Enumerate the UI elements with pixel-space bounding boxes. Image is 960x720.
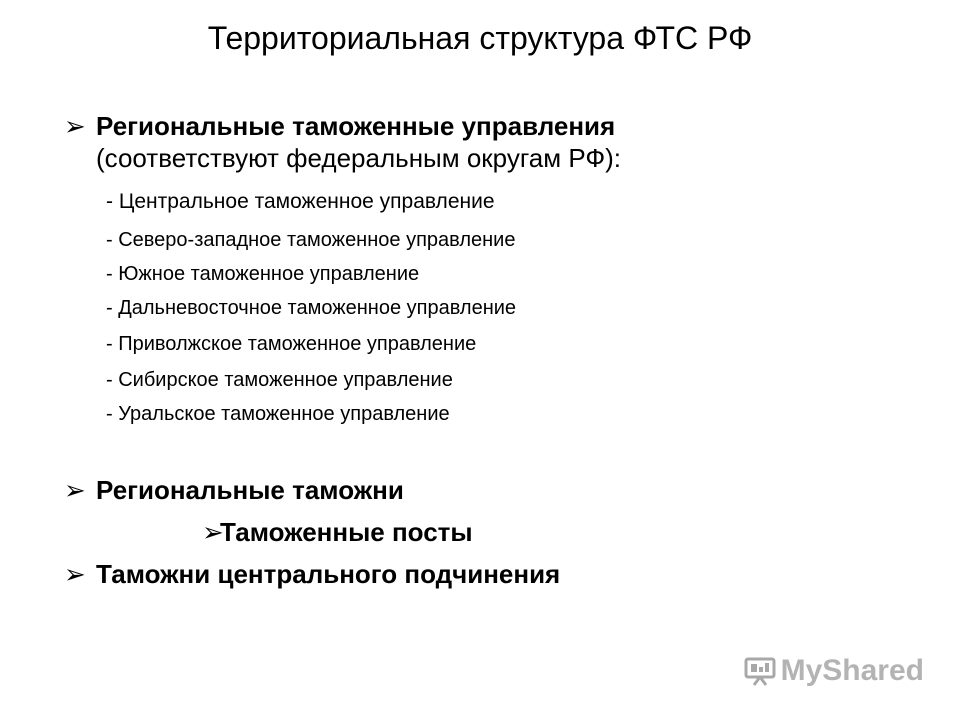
list-item: - Центральное таможенное управление bbox=[106, 190, 495, 213]
watermark-logo bbox=[743, 654, 924, 688]
watermark-text: MyShared bbox=[780, 654, 924, 687]
list-item: - Приволжское таможенное управление bbox=[106, 333, 477, 355]
projector-screen-icon bbox=[743, 654, 777, 688]
arrow-bullet-icon: ➢ bbox=[64, 111, 86, 141]
arrow-bullet-icon: ➢ bbox=[64, 475, 86, 505]
list-item: - Сибирское таможенное управление bbox=[106, 369, 453, 391]
list-item: - Уральское таможенное управление bbox=[106, 403, 450, 425]
bullet-label: Региональные таможни bbox=[96, 475, 404, 505]
bullet-label: Таможенные посты bbox=[220, 517, 473, 547]
bullet-regional-customs bbox=[64, 474, 404, 506]
bullet-label: Таможни центрального подчинения bbox=[96, 559, 561, 589]
bullet-customs-posts bbox=[202, 516, 473, 548]
bullet-central-customs bbox=[64, 558, 560, 590]
list-item: - Дальневосточное таможенное управление bbox=[106, 297, 517, 319]
bullet-regional-customs-directorates bbox=[64, 110, 621, 174]
list-item: - Северо-западное таможенное управление bbox=[106, 229, 516, 251]
page-title: Территориальная структура ФТС РФ bbox=[207, 20, 753, 56]
bullet-label: Региональные таможенные управления bbox=[96, 111, 616, 141]
bullet-note: (соответствуют федеральным округам РФ): bbox=[96, 143, 622, 173]
arrow-bullet-icon: ➢ bbox=[202, 517, 224, 547]
arrow-bullet-icon: ➢ bbox=[64, 559, 86, 589]
list-item: - Южное таможенное управление bbox=[106, 263, 420, 285]
